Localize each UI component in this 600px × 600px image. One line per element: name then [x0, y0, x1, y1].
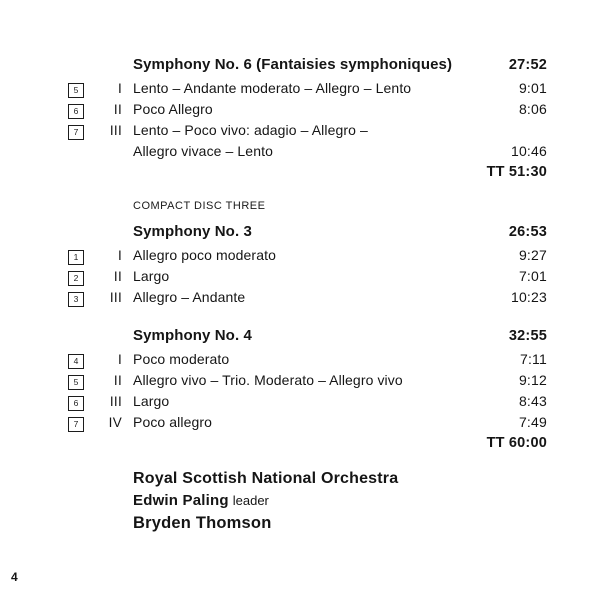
movement-title: Poco allegro	[133, 414, 213, 430]
symphony-duration: 26:53	[508, 224, 547, 240]
movement-title: Allegro – Andante	[133, 289, 246, 305]
movement-title: Lento – Poco vivo: adagio – Allegro –	[133, 122, 368, 138]
track-number: 7	[73, 419, 79, 429]
movement-numeral: II	[113, 373, 122, 388]
track-box-cell	[68, 78, 94, 99]
movement-rows	[68, 78, 547, 162]
movement-title: Largo	[133, 268, 170, 284]
total-time-row	[68, 433, 547, 454]
movement-row	[68, 287, 547, 308]
symphony-section	[68, 53, 547, 183]
movement-time: 7:11	[519, 351, 547, 367]
leader-name: Edwin Paling	[133, 492, 229, 509]
movement-title: Poco Allegro	[133, 101, 213, 117]
track-box-cell	[68, 370, 94, 391]
movement-time: 10:46	[510, 143, 547, 159]
movement-numeral: I	[117, 248, 122, 263]
symphony-section	[68, 199, 547, 308]
movement-time: 9:12	[518, 372, 547, 388]
movement-rows	[68, 245, 547, 308]
track-number: 6	[73, 106, 79, 116]
track-box-cell	[68, 99, 94, 120]
movement-row	[68, 120, 547, 141]
page-content	[68, 53, 547, 534]
disc-label: COMPACT DISC THREE	[133, 200, 266, 212]
movement-numeral: III	[109, 394, 122, 409]
track-number: 5	[73, 377, 79, 387]
total-time-row	[68, 162, 547, 183]
track-number: 6	[73, 398, 79, 408]
movement-row	[68, 78, 547, 99]
track-number-box	[68, 83, 84, 98]
track-number-box	[68, 292, 84, 307]
movement-row	[68, 412, 547, 433]
conductor-name: Bryden Thomson	[133, 514, 272, 532]
symphony-section	[68, 324, 547, 454]
movement-numeral: II	[113, 102, 122, 117]
movement-row	[68, 349, 547, 370]
movement-numeral: II	[113, 269, 122, 284]
symphony-duration: 27:52	[508, 57, 547, 73]
track-box-cell	[68, 120, 94, 141]
symphony-title: Symphony No. 4	[133, 327, 252, 344]
movement-time: 9:27	[518, 247, 547, 263]
movement-numeral: I	[117, 81, 122, 96]
movement-time: 8:43	[518, 393, 547, 409]
track-number: 7	[73, 127, 79, 137]
movement-title: Allegro vivace – Lento	[133, 143, 273, 159]
movement-row	[68, 99, 547, 120]
movement-numeral: IV	[108, 415, 122, 430]
movement-time: 7:01	[518, 268, 547, 284]
track-number-box	[68, 354, 84, 369]
track-box-cell	[68, 412, 94, 433]
movement-time: 7:49	[518, 414, 547, 430]
total-time: TT 60:00	[486, 435, 547, 451]
symphony-header-row	[68, 220, 547, 244]
movement-time: 8:06	[518, 101, 547, 117]
track-box-cell	[68, 287, 94, 308]
symphony-header-row	[68, 324, 547, 348]
track-number: 5	[73, 85, 79, 95]
track-number: 1	[73, 252, 79, 262]
movement-rows	[68, 349, 547, 433]
movement-row	[68, 141, 547, 162]
leader-role: leader	[232, 493, 269, 508]
track-listing	[68, 53, 547, 454]
track-number-box	[68, 396, 84, 411]
symphony-title: Symphony No. 3	[133, 223, 252, 240]
track-number-box	[68, 271, 84, 286]
movement-title: Largo	[133, 393, 170, 409]
track-number-box	[68, 375, 84, 390]
leader-line	[133, 490, 547, 512]
symphony-duration: 32:55	[508, 328, 547, 344]
movement-numeral: III	[109, 123, 122, 138]
track-box-cell	[68, 245, 94, 266]
track-number: 3	[73, 294, 79, 304]
page-number: 4	[11, 570, 18, 584]
track-box-cell	[68, 266, 94, 287]
movement-numeral: III	[109, 290, 122, 305]
movement-row	[68, 391, 547, 412]
track-number-box	[68, 250, 84, 265]
movement-title: Lento – Andante moderato – Allegro – Lento	[133, 80, 412, 96]
symphony-title: Symphony No. 6 (Fantaisies symphoniques)	[133, 56, 453, 73]
movement-numeral: I	[117, 352, 122, 367]
movement-row	[68, 245, 547, 266]
movement-title: Allegro vivo – Trio. Moderato – Allegro vivo	[133, 372, 403, 388]
movement-row	[68, 370, 547, 391]
movement-title: Allegro poco moderato	[133, 247, 276, 263]
track-number: 2	[73, 273, 79, 283]
track-number: 4	[73, 356, 79, 366]
track-number-box	[68, 104, 84, 119]
track-box-cell	[68, 349, 94, 370]
total-time: TT 51:30	[486, 164, 547, 180]
track-number-box	[68, 125, 84, 140]
track-number-box	[68, 417, 84, 432]
symphony-header-row	[68, 53, 547, 77]
movement-row	[68, 266, 547, 287]
orchestra-name: Royal Scottish National Orchestra	[133, 470, 399, 487]
credits-block	[133, 468, 547, 534]
movement-time: 10:23	[510, 289, 547, 305]
track-box-cell	[68, 391, 94, 412]
movement-title: Poco moderato	[133, 351, 230, 367]
movement-time: 9:01	[518, 80, 547, 96]
